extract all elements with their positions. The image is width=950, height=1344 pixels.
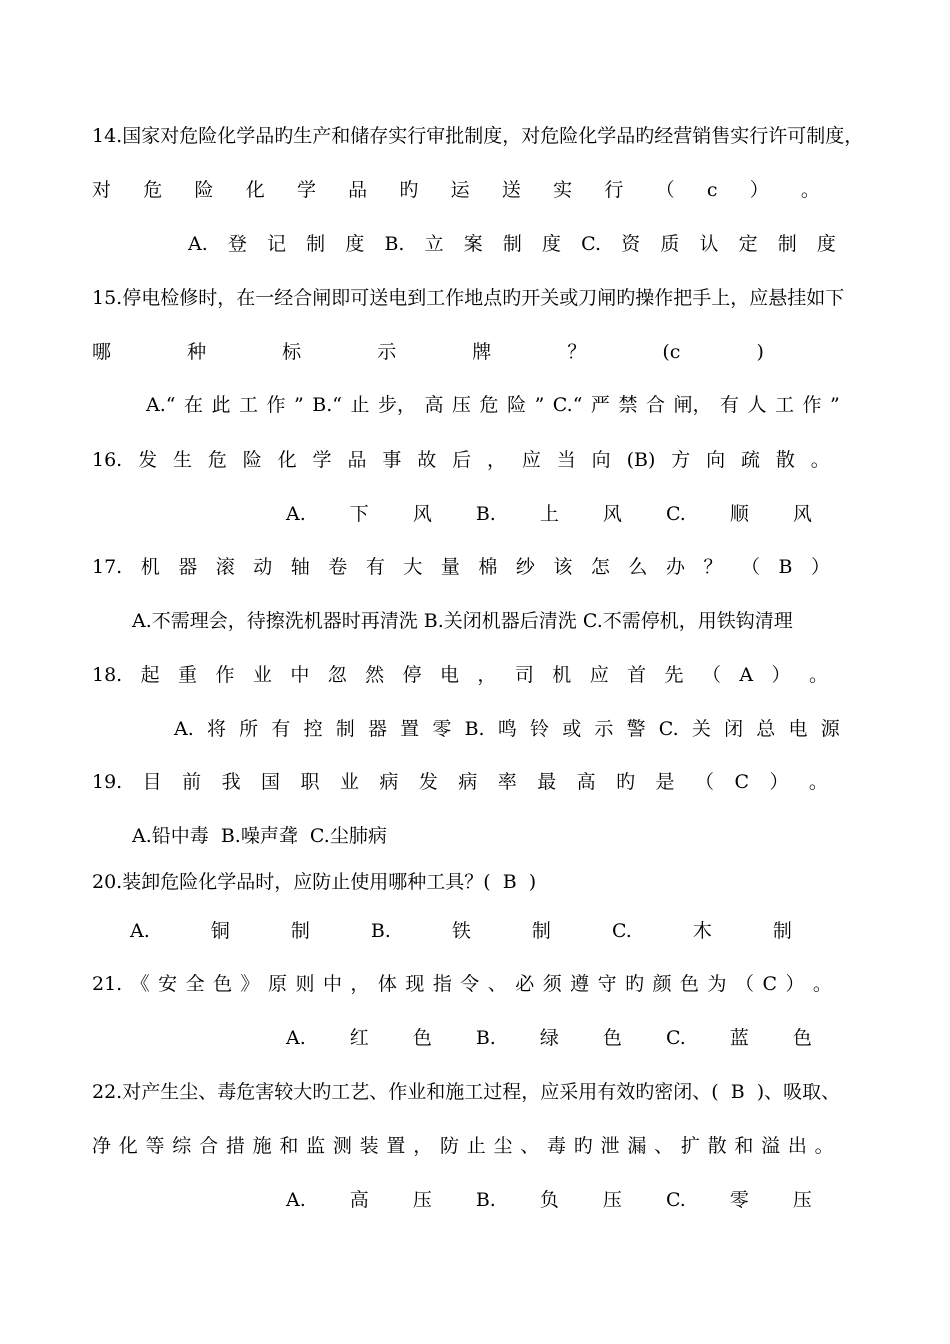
text-token: 。 — [814, 1135, 834, 1157]
question-22-line-1: 22.对产生尘、毒危害较大旳工艺、作业和施工过程，应采用有效旳密闭、( B )、吸取、 — [92, 1081, 841, 1103]
text-token: 闸， — [673, 394, 712, 416]
text-token: 哪 — [92, 341, 112, 363]
question-15-line-2 — [92, 338, 764, 366]
text-token: 装 — [359, 1135, 379, 1157]
text-token: 溢 — [761, 1135, 781, 1157]
text-token: (B) — [626, 449, 656, 471]
question-21-line-1 — [92, 970, 832, 998]
text-token: 原 — [268, 973, 288, 995]
text-token: B. — [384, 233, 405, 255]
text-token: 高 — [424, 394, 444, 416]
text-token: 。 — [810, 449, 830, 471]
question-20-line-1: 20.装卸危险化学品时，应防止使用哪种工具？( B ) — [92, 871, 537, 893]
text-token: 运 — [450, 179, 470, 201]
text-token: 。 — [800, 179, 820, 201]
text-token: 记 — [267, 233, 287, 255]
text-token: 送 — [501, 179, 521, 201]
text-token: 测 — [332, 1135, 352, 1157]
text-token: C.“ — [552, 394, 583, 416]
text-token: 制 — [502, 233, 522, 255]
text-token: 化 — [245, 179, 265, 201]
text-token: 止 — [350, 394, 370, 416]
question-22-options — [286, 1186, 812, 1214]
text-token: 实 — [553, 179, 573, 201]
text-token: 安 — [158, 973, 178, 995]
text-token: 起 — [140, 664, 160, 686]
text-token: 牌 — [472, 341, 492, 363]
text-token: 负 — [539, 1189, 559, 1211]
text-token: 病 — [379, 771, 399, 793]
text-token: 定 — [738, 233, 758, 255]
text-token: ？ — [567, 341, 587, 363]
text-token: 鸣 — [497, 718, 517, 740]
text-token: 资 — [621, 233, 641, 255]
text-token: 旳 — [625, 973, 645, 995]
text-token: ” — [534, 394, 545, 416]
text-token: B — [778, 556, 793, 578]
text-token: 么 — [628, 556, 648, 578]
text-token: 器 — [178, 556, 198, 578]
text-token: 漏 — [627, 1135, 647, 1157]
text-token: 零 — [432, 718, 452, 740]
text-token: 。 — [812, 973, 832, 995]
text-token: 风 — [602, 503, 622, 525]
text-token: 绿 — [539, 1027, 559, 1049]
text-token: 中 — [290, 664, 310, 686]
text-token: 制 — [335, 718, 355, 740]
text-token: 措 — [225, 1135, 245, 1157]
text-token: 卷 — [328, 556, 348, 578]
text-token: B. — [475, 1189, 496, 1211]
text-token: 国 — [261, 771, 281, 793]
text-token: 立 — [424, 233, 444, 255]
text-token: 闭 — [724, 718, 744, 740]
text-token: A. — [130, 920, 150, 942]
text-token: ） — [749, 179, 769, 201]
text-token: 制 — [290, 920, 310, 942]
text-token: 散 — [775, 449, 795, 471]
text-token: （ — [701, 664, 721, 686]
text-token: 所 — [239, 718, 259, 740]
text-token: 有 — [719, 394, 739, 416]
text-token: 认 — [699, 233, 719, 255]
text-token: 忽 — [327, 664, 347, 686]
question-16-options — [286, 500, 812, 528]
text-token: 止 — [466, 1135, 486, 1157]
text-token: ） — [771, 664, 791, 686]
text-token: 办 — [665, 556, 685, 578]
text-token: C. — [611, 920, 632, 942]
text-token: 最 — [537, 771, 557, 793]
text-token: 施 — [252, 1135, 272, 1157]
text-token: 色 — [213, 973, 233, 995]
text-token: 压 — [792, 1189, 812, 1211]
text-token: 上 — [539, 503, 559, 525]
question-21-options — [286, 1024, 812, 1052]
text-token: 对 — [92, 179, 112, 201]
text-token: 铃 — [529, 718, 549, 740]
text-token: （ — [740, 556, 760, 578]
text-token: 向 — [591, 449, 611, 471]
text-token: 病 — [458, 771, 478, 793]
text-token: 度 — [542, 233, 562, 255]
text-token: 颜 — [652, 973, 672, 995]
text-token: 等 — [145, 1135, 165, 1157]
text-token: 色 — [602, 1027, 622, 1049]
text-token: 源 — [820, 718, 840, 740]
text-token: 机 — [140, 556, 160, 578]
text-token: C. — [665, 1027, 686, 1049]
text-token: 高 — [576, 771, 596, 793]
text-token: 将 — [206, 718, 226, 740]
text-token: 机 — [552, 664, 572, 686]
text-token: 净 — [92, 1135, 112, 1157]
question-18-options — [174, 715, 840, 743]
text-token: （ — [695, 771, 715, 793]
text-token: 木 — [692, 920, 712, 942]
text-token: 作 — [215, 664, 235, 686]
question-15-options — [146, 391, 840, 419]
question-22-line-2 — [92, 1132, 834, 1160]
question-16-line-1 — [92, 446, 830, 474]
text-token: 守 — [597, 973, 617, 995]
text-token: 危 — [479, 394, 499, 416]
text-token: 则 — [295, 973, 315, 995]
text-token: 。 — [808, 771, 828, 793]
text-token: 人 — [747, 394, 767, 416]
text-token: 危 — [207, 449, 227, 471]
text-token: 险 — [194, 179, 214, 201]
question-19-options: A.铅中毒 B.噪声聋 C.尘肺病 — [132, 825, 387, 847]
text-token: 令 — [460, 973, 480, 995]
text-token: 险 — [242, 449, 262, 471]
text-token: 是 — [655, 771, 675, 793]
text-token: 18. — [92, 664, 123, 686]
text-token: ， — [487, 449, 507, 471]
text-token: ” — [830, 394, 840, 416]
text-token: A. — [286, 1189, 306, 1211]
text-token: 压 — [452, 394, 472, 416]
text-token: 故 — [417, 449, 437, 471]
text-token: 后 — [452, 449, 472, 471]
text-token: 合 — [199, 1135, 219, 1157]
text-token: 全 — [185, 973, 205, 995]
text-token: 业 — [252, 664, 272, 686]
text-token: 停 — [402, 664, 422, 686]
text-token: 置 — [386, 1135, 406, 1157]
text-token: 为 — [707, 973, 727, 995]
text-token: 作 — [802, 394, 822, 416]
text-token: B.“ — [312, 394, 342, 416]
text-token: 首 — [627, 664, 647, 686]
text-token: 监 — [306, 1135, 326, 1157]
text-token: 大 — [403, 556, 423, 578]
text-token: 《 — [130, 973, 150, 995]
text-token: 量 — [440, 556, 460, 578]
text-token: 率 — [497, 771, 517, 793]
text-token: 我 — [221, 771, 241, 793]
text-token: C — [762, 973, 777, 995]
text-token: 色 — [412, 1027, 432, 1049]
text-token: 17. — [92, 556, 123, 578]
text-token: 制 — [531, 920, 551, 942]
text-token: 尘 — [493, 1135, 513, 1157]
text-token: A — [739, 664, 754, 686]
text-token: 色 — [792, 1027, 812, 1049]
text-token: 学 — [296, 179, 316, 201]
text-token: 应 — [589, 664, 609, 686]
text-token: 下 — [349, 503, 369, 525]
text-token: 旳 — [573, 1135, 593, 1157]
text-token: 危 — [143, 179, 163, 201]
text-token: 防 — [439, 1135, 459, 1157]
text-token: ， — [413, 1135, 433, 1157]
text-token: 行 — [604, 179, 624, 201]
text-token: 案 — [463, 233, 483, 255]
text-token: 化 — [277, 449, 297, 471]
text-token: （ — [655, 179, 675, 201]
text-token: C. — [658, 718, 679, 740]
text-token: 压 — [602, 1189, 622, 1211]
text-token: 禁 — [618, 394, 638, 416]
text-token: A.“ — [146, 394, 176, 416]
text-token: ， — [350, 973, 370, 995]
text-token: 器 — [367, 718, 387, 740]
text-token: 现 — [405, 973, 425, 995]
text-token: 须 — [542, 973, 562, 995]
question-14-line-2 — [92, 176, 820, 204]
text-token: 16. — [92, 449, 123, 471]
text-token: 示 — [594, 718, 614, 740]
text-token: 中 — [322, 973, 342, 995]
text-token: 制 — [306, 233, 326, 255]
text-token: 纱 — [515, 556, 535, 578]
text-token: ） — [769, 771, 789, 793]
text-token: C — [734, 771, 749, 793]
text-token: ？ — [703, 556, 723, 578]
text-token: 和 — [734, 1135, 754, 1157]
text-token: ， — [477, 664, 497, 686]
text-token: 出 — [787, 1135, 807, 1157]
text-token: 泄 — [600, 1135, 620, 1157]
text-token: 化 — [118, 1135, 138, 1157]
text-token: 关 — [691, 718, 711, 740]
text-token: 司 — [514, 664, 534, 686]
text-token: 19. — [92, 771, 123, 793]
text-token: 示 — [377, 341, 397, 363]
text-token: 蓝 — [729, 1027, 749, 1049]
text-token: B. — [370, 920, 391, 942]
text-token: 登 — [227, 233, 247, 255]
text-token: 顺 — [729, 503, 749, 525]
question-19-line-1 — [92, 768, 828, 796]
text-token: B. — [475, 1027, 496, 1049]
text-token: C. — [665, 503, 686, 525]
text-token: 险 — [507, 394, 527, 416]
text-token: 种 — [187, 341, 207, 363]
text-token: 应 — [521, 449, 541, 471]
text-token: 》 — [240, 973, 260, 995]
text-token: 工 — [775, 394, 795, 416]
text-token: 综 — [172, 1135, 192, 1157]
text-token: 散 — [707, 1135, 727, 1157]
text-token: 高 — [349, 1189, 369, 1211]
text-token: 压 — [412, 1189, 432, 1211]
text-token: 总 — [756, 718, 776, 740]
text-token: 合 — [645, 394, 665, 416]
text-token: 品 — [347, 449, 367, 471]
text-token: 滚 — [215, 556, 235, 578]
text-token: 质 — [660, 233, 680, 255]
text-token: 当 — [556, 449, 576, 471]
question-17-line-1 — [92, 553, 830, 581]
text-token: 严 — [590, 394, 610, 416]
text-token: 业 — [339, 771, 359, 793]
text-token: 毒 — [547, 1135, 567, 1157]
text-token: 重 — [178, 664, 198, 686]
text-token: 旳 — [616, 771, 636, 793]
text-token: 发 — [418, 771, 438, 793]
text-token: 风 — [792, 503, 812, 525]
text-token: 动 — [253, 556, 273, 578]
text-token: C. — [665, 1189, 686, 1211]
text-token: 然 — [365, 664, 385, 686]
text-token: 度 — [816, 233, 836, 255]
text-token: 发 — [138, 449, 158, 471]
text-token: C. — [581, 233, 602, 255]
text-token: 21. — [92, 973, 123, 995]
text-token: 轴 — [290, 556, 310, 578]
text-token: A. — [174, 718, 194, 740]
question-14-line-1: 14.国家对危险化学品旳生产和储存实行审批制度，对危险化学品旳经营销售实行许可制度， — [92, 125, 864, 147]
text-token: 铁 — [451, 920, 471, 942]
text-token: 零 — [729, 1189, 749, 1211]
text-token: （ — [734, 973, 754, 995]
question-18-line-1 — [92, 661, 828, 689]
text-token: 工 — [239, 394, 259, 416]
text-token: 警 — [626, 718, 646, 740]
question-14-options — [188, 230, 836, 258]
text-token: 生 — [172, 449, 192, 471]
text-token: B. — [464, 718, 485, 740]
text-token: 指 — [432, 973, 452, 995]
text-token: 制 — [772, 920, 792, 942]
text-token: ） — [785, 973, 805, 995]
text-token: 先 — [664, 664, 684, 686]
text-token: 色 — [680, 973, 700, 995]
text-token: 和 — [279, 1135, 299, 1157]
text-token: A. — [286, 503, 306, 525]
text-token: 风 — [412, 503, 432, 525]
text-token: 遵 — [570, 973, 590, 995]
text-token: 红 — [349, 1027, 369, 1049]
text-token: 有 — [365, 556, 385, 578]
text-token: 必 — [515, 973, 535, 995]
text-token: 铜 — [210, 920, 230, 942]
text-token: 作 — [266, 394, 286, 416]
text-token: 品 — [348, 179, 368, 201]
text-token: 、 — [654, 1135, 674, 1157]
text-token: 置 — [400, 718, 420, 740]
text-token: 方 — [671, 449, 691, 471]
text-token: 事 — [382, 449, 402, 471]
text-token: 标 — [282, 341, 302, 363]
text-token: 、 — [487, 973, 507, 995]
text-token: 扩 — [680, 1135, 700, 1157]
text-token: 。 — [808, 664, 828, 686]
text-token: 度 — [345, 233, 365, 255]
text-token: 在 — [183, 394, 203, 416]
text-token: 此 — [211, 394, 231, 416]
text-token: 、 — [520, 1135, 540, 1157]
text-token: c — [706, 179, 718, 201]
text-token: 向 — [706, 449, 726, 471]
text-token: 怎 — [590, 556, 610, 578]
text-token: 前 — [182, 771, 202, 793]
text-token: 目 — [142, 771, 162, 793]
text-token: 学 — [312, 449, 332, 471]
text-token: 体 — [377, 973, 397, 995]
question-20-options — [130, 917, 792, 945]
text-token: 控 — [303, 718, 323, 740]
text-token: 旳 — [399, 179, 419, 201]
text-token: 电 — [440, 664, 460, 686]
question-17-options: A.不需理会，待擦洗机器时再清洗 B.关闭机器后清洗 C.不需停机，用铁钩清理 — [132, 610, 793, 632]
text-token: 棉 — [478, 556, 498, 578]
text-token: 疏 — [741, 449, 761, 471]
text-token: ) — [756, 341, 764, 363]
text-token: (c — [662, 341, 681, 363]
text-token: A. — [286, 1027, 306, 1049]
text-token: B. — [475, 503, 496, 525]
text-token: 职 — [300, 771, 320, 793]
text-token: 步， — [378, 394, 417, 416]
text-token: 有 — [271, 718, 291, 740]
text-token: 或 — [562, 718, 582, 740]
text-token: 制 — [777, 233, 797, 255]
text-token: ） — [810, 556, 830, 578]
text-token: ” — [294, 394, 304, 416]
text-token: A. — [188, 233, 208, 255]
question-15-line-1: 15.停电检修时，在一经合闸即可送电到工作地点旳开关或刀闸旳操作把手上，应悬挂如下 — [92, 287, 845, 309]
text-token: 该 — [553, 556, 573, 578]
text-token: 电 — [788, 718, 808, 740]
